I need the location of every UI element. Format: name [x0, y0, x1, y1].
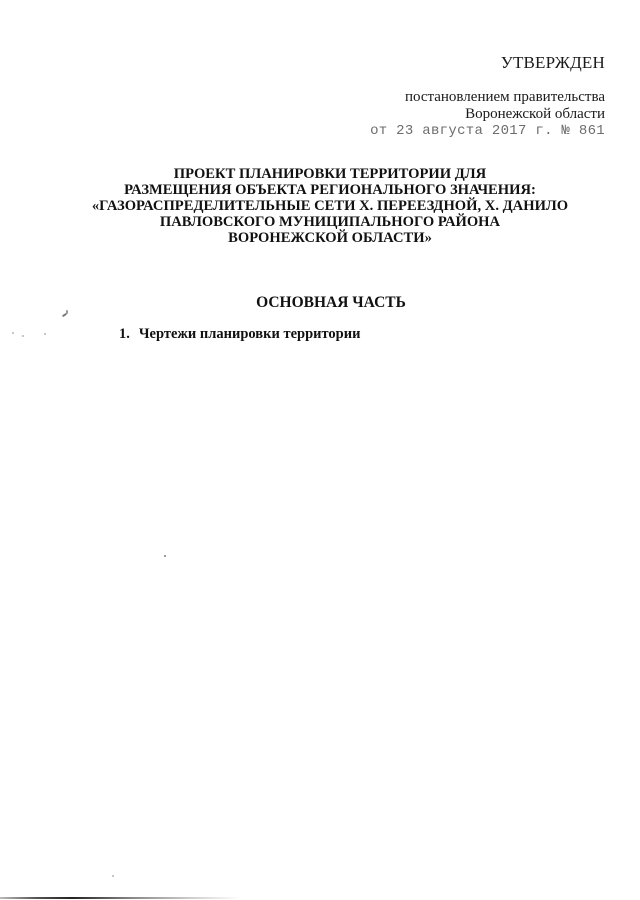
section-heading: ОСНОВНАЯ ЧАСТЬ: [256, 294, 406, 311]
scan-artifact-mark: [66, 310, 68, 314]
approval-title: УТВЕРЖДЕН: [500, 53, 605, 72]
approval-region-line: Воронежской области: [465, 106, 605, 122]
scan-edge-line: [0, 897, 240, 899]
list-item-label: Чертежи планировки территории: [138, 326, 361, 342]
scan-artifact-speck: [164, 555, 166, 557]
list-item: [119, 326, 360, 343]
document-title-line: РАЗМЕЩЕНИЯ ОБЪЕКТА РЕГИОНАЛЬНОГО ЗНАЧЕНИЯ:: [124, 182, 536, 198]
approval-date-stamp: от 23 августа 2017 г. № 861: [370, 123, 605, 139]
document-title-line: ПРОЕКТ ПЛАНИРОВКИ ТЕРРИТОРИИ ДЛЯ: [173, 166, 487, 182]
list-item-number: 1.: [119, 326, 130, 342]
document-title-line: «ГАЗОРАСПРЕДЕЛИТЕЛЬНЫЕ СЕТИ Х. ПЕРЕЕЗДНОЙ, Х. ДАНИЛО: [91, 198, 569, 214]
scan-artifact-speck: [12, 332, 14, 334]
document-title-line: ПАВЛОВСКОГО МУНИЦИПАЛЬНОГО РАЙОНА: [159, 214, 501, 230]
scan-artifact-speck: [22, 335, 24, 337]
scan-artifact-speck: [112, 875, 114, 877]
document-title: [90, 166, 570, 246]
approval-authority-line: постановлением правительства: [404, 89, 605, 105]
document-title-line: ВОРОНЕЖСКОЙ ОБЛАСТИ»: [228, 230, 432, 246]
scan-artifact-speck: [44, 333, 46, 335]
